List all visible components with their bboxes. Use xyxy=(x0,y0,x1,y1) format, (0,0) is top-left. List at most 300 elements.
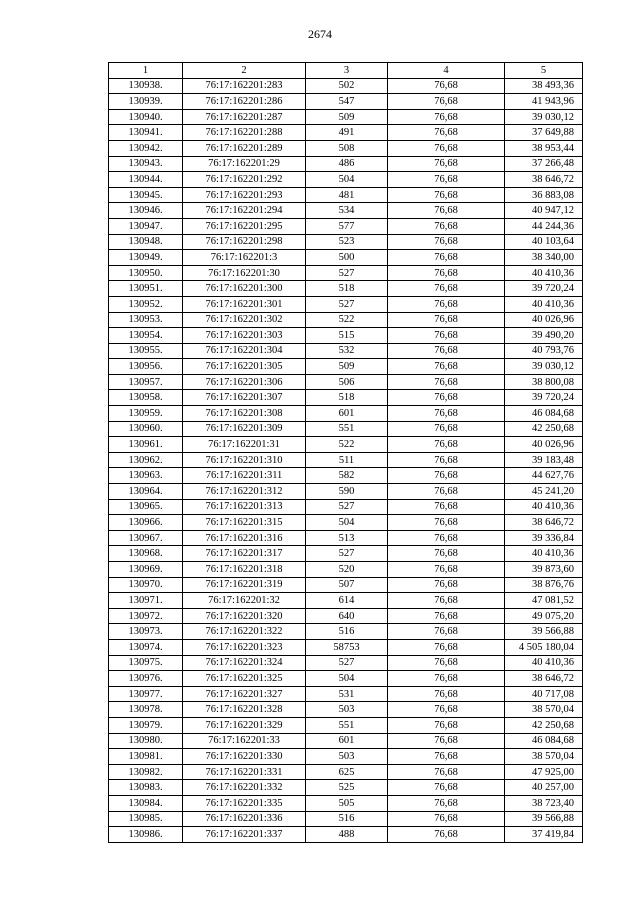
row-number-cell: 130985. xyxy=(109,811,183,827)
value-cell: 45 241,20 xyxy=(505,484,583,500)
cadastral-number-cell: 76:17:162201:309 xyxy=(183,421,306,437)
table-row xyxy=(109,827,583,843)
cadastral-number-cell: 76:17:162201:311 xyxy=(183,468,306,484)
rate-cell: 76,68 xyxy=(388,94,505,110)
area-cell: 551 xyxy=(306,717,388,733)
table-row xyxy=(109,172,583,188)
rate-cell: 76,68 xyxy=(388,780,505,796)
row-number-cell: 130976. xyxy=(109,671,183,687)
row-number-cell: 130973. xyxy=(109,624,183,640)
cadastral-number-cell: 76:17:162201:301 xyxy=(183,296,306,312)
row-number-cell: 130962. xyxy=(109,452,183,468)
area-cell: 491 xyxy=(306,125,388,141)
cadastral-number-cell: 76:17:162201:305 xyxy=(183,359,306,375)
rate-cell: 76,68 xyxy=(388,827,505,843)
cadastral-number-cell: 76:17:162201:316 xyxy=(183,530,306,546)
header-row xyxy=(109,63,583,79)
row-number-cell: 130966. xyxy=(109,515,183,531)
area-cell: 58753 xyxy=(306,639,388,655)
row-number-cell: 130978. xyxy=(109,702,183,718)
cadastral-number-cell: 76:17:162201:312 xyxy=(183,484,306,500)
row-number-cell: 130986. xyxy=(109,827,183,843)
value-cell: 39 183,48 xyxy=(505,452,583,468)
area-cell: 527 xyxy=(306,265,388,281)
cadastral-number-cell: 76:17:162201:323 xyxy=(183,639,306,655)
row-number-cell: 130984. xyxy=(109,795,183,811)
rate-cell: 76,68 xyxy=(388,125,505,141)
value-cell: 40 410,36 xyxy=(505,499,583,515)
cadastral-number-cell: 76:17:162201:288 xyxy=(183,125,306,141)
value-cell: 37 266,48 xyxy=(505,156,583,172)
table-row xyxy=(109,94,583,110)
area-cell: 507 xyxy=(306,577,388,593)
area-cell: 503 xyxy=(306,702,388,718)
row-number-cell: 130970. xyxy=(109,577,183,593)
rate-cell: 76,68 xyxy=(388,686,505,702)
area-cell: 614 xyxy=(306,593,388,609)
row-number-cell: 130939. xyxy=(109,94,183,110)
area-cell: 511 xyxy=(306,452,388,468)
cadastral-number-cell: 76:17:162201:331 xyxy=(183,764,306,780)
table-row xyxy=(109,452,583,468)
rate-cell: 76,68 xyxy=(388,437,505,453)
rate-cell: 76,68 xyxy=(388,250,505,266)
area-cell: 481 xyxy=(306,187,388,203)
value-cell: 42 250,68 xyxy=(505,717,583,733)
rate-cell: 76,68 xyxy=(388,265,505,281)
cadastral-number-cell: 76:17:162201:294 xyxy=(183,203,306,219)
table-row xyxy=(109,577,583,593)
row-number-cell: 130977. xyxy=(109,686,183,702)
table-row xyxy=(109,343,583,359)
row-number-cell: 130940. xyxy=(109,109,183,125)
cadastral-number-cell: 76:17:162201:33 xyxy=(183,733,306,749)
cadastral-number-cell: 76:17:162201:310 xyxy=(183,452,306,468)
rate-cell: 76,68 xyxy=(388,156,505,172)
value-cell: 40 103,64 xyxy=(505,234,583,250)
cadastral-number-cell: 76:17:162201:300 xyxy=(183,281,306,297)
table-row xyxy=(109,686,583,702)
area-cell: 601 xyxy=(306,406,388,422)
cadastral-number-cell: 76:17:162201:324 xyxy=(183,655,306,671)
rate-cell: 76,68 xyxy=(388,203,505,219)
value-cell: 38 953,44 xyxy=(505,140,583,156)
rate-cell: 76,68 xyxy=(388,764,505,780)
area-cell: 504 xyxy=(306,515,388,531)
rate-cell: 76,68 xyxy=(388,608,505,624)
page-number: 2674 xyxy=(308,27,332,41)
row-number-cell: 130945. xyxy=(109,187,183,203)
area-cell: 534 xyxy=(306,203,388,219)
cadastral-number-cell: 76:17:162201:304 xyxy=(183,343,306,359)
rate-cell: 76,68 xyxy=(388,109,505,125)
table-row xyxy=(109,156,583,172)
value-cell: 47 925,00 xyxy=(505,764,583,780)
table-row xyxy=(109,140,583,156)
table-row xyxy=(109,593,583,609)
table-row xyxy=(109,234,583,250)
value-cell: 40 257,00 xyxy=(505,780,583,796)
area-cell: 518 xyxy=(306,281,388,297)
row-number-cell: 130947. xyxy=(109,218,183,234)
column-header: 3 xyxy=(306,63,388,79)
row-number-cell: 130971. xyxy=(109,593,183,609)
area-cell: 500 xyxy=(306,250,388,266)
row-number-cell: 130981. xyxy=(109,749,183,765)
table-row xyxy=(109,499,583,515)
row-number-cell: 130960. xyxy=(109,421,183,437)
cadastral-number-cell: 76:17:162201:307 xyxy=(183,390,306,406)
rate-cell: 76,68 xyxy=(388,671,505,687)
table-row xyxy=(109,421,583,437)
rate-cell: 76,68 xyxy=(388,187,505,203)
value-cell: 40 026,96 xyxy=(505,312,583,328)
table-row xyxy=(109,717,583,733)
table-row xyxy=(109,515,583,531)
area-cell: 590 xyxy=(306,484,388,500)
area-cell: 488 xyxy=(306,827,388,843)
cadastral-number-cell: 76:17:162201:327 xyxy=(183,686,306,702)
area-cell: 486 xyxy=(306,156,388,172)
table-row xyxy=(109,218,583,234)
value-cell: 41 943,96 xyxy=(505,94,583,110)
value-cell: 40 410,36 xyxy=(505,296,583,312)
cadastral-number-cell: 76:17:162201:287 xyxy=(183,109,306,125)
table-row xyxy=(109,374,583,390)
table-body xyxy=(109,78,583,842)
cadastral-number-cell: 76:17:162201:322 xyxy=(183,624,306,640)
cadastral-number-cell: 76:17:162201:302 xyxy=(183,312,306,328)
rate-cell: 76,68 xyxy=(388,639,505,655)
value-cell: 46 084,68 xyxy=(505,406,583,422)
rate-cell: 76,68 xyxy=(388,234,505,250)
rate-cell: 76,68 xyxy=(388,593,505,609)
area-cell: 515 xyxy=(306,328,388,344)
rate-cell: 76,68 xyxy=(388,281,505,297)
rate-cell: 76,68 xyxy=(388,218,505,234)
row-number-cell: 130961. xyxy=(109,437,183,453)
row-number-cell: 130944. xyxy=(109,172,183,188)
value-cell: 47 081,52 xyxy=(505,593,583,609)
table-row xyxy=(109,296,583,312)
value-cell: 38 646,72 xyxy=(505,671,583,687)
cadastral-number-cell: 76:17:162201:319 xyxy=(183,577,306,593)
rate-cell: 76,68 xyxy=(388,655,505,671)
table-row xyxy=(109,811,583,827)
cadastral-number-cell: 76:17:162201:32 xyxy=(183,593,306,609)
area-cell: 525 xyxy=(306,780,388,796)
rate-cell: 76,68 xyxy=(388,811,505,827)
rate-cell: 76,68 xyxy=(388,78,505,94)
value-cell: 40 947,12 xyxy=(505,203,583,219)
rate-cell: 76,68 xyxy=(388,733,505,749)
rate-cell: 76,68 xyxy=(388,717,505,733)
rate-cell: 76,68 xyxy=(388,484,505,500)
value-cell: 36 883,08 xyxy=(505,187,583,203)
rate-cell: 76,68 xyxy=(388,452,505,468)
value-cell: 37 419,84 xyxy=(505,827,583,843)
area-cell: 520 xyxy=(306,562,388,578)
area-cell: 527 xyxy=(306,499,388,515)
value-cell: 40 026,96 xyxy=(505,437,583,453)
row-number-cell: 130974. xyxy=(109,639,183,655)
row-number-cell: 130969. xyxy=(109,562,183,578)
table-row xyxy=(109,733,583,749)
area-cell: 513 xyxy=(306,530,388,546)
row-number-cell: 130972. xyxy=(109,608,183,624)
row-number-cell: 130950. xyxy=(109,265,183,281)
table-row xyxy=(109,203,583,219)
rate-cell: 76,68 xyxy=(388,577,505,593)
rate-cell: 76,68 xyxy=(388,546,505,562)
cadastral-number-cell: 76:17:162201:330 xyxy=(183,749,306,765)
value-cell: 38 876,76 xyxy=(505,577,583,593)
row-number-cell: 130967. xyxy=(109,530,183,546)
value-cell: 38 570,04 xyxy=(505,702,583,718)
table-row xyxy=(109,187,583,203)
rate-cell: 76,68 xyxy=(388,312,505,328)
value-cell: 44 627,76 xyxy=(505,468,583,484)
rate-cell: 76,68 xyxy=(388,499,505,515)
table-row xyxy=(109,78,583,94)
cadastral-number-cell: 76:17:162201:320 xyxy=(183,608,306,624)
area-cell: 506 xyxy=(306,374,388,390)
area-cell: 547 xyxy=(306,94,388,110)
table-row xyxy=(109,250,583,266)
row-number-cell: 130958. xyxy=(109,390,183,406)
value-cell: 39 720,24 xyxy=(505,281,583,297)
area-cell: 601 xyxy=(306,733,388,749)
cadastral-number-cell: 76:17:162201:286 xyxy=(183,94,306,110)
value-cell: 40 410,36 xyxy=(505,655,583,671)
table-row xyxy=(109,749,583,765)
table-row xyxy=(109,265,583,281)
area-cell: 527 xyxy=(306,296,388,312)
cadastral-number-cell: 76:17:162201:335 xyxy=(183,795,306,811)
area-cell: 527 xyxy=(306,655,388,671)
rate-cell: 76,68 xyxy=(388,296,505,312)
table-row xyxy=(109,655,583,671)
cadastral-number-cell: 76:17:162201:332 xyxy=(183,780,306,796)
table-row xyxy=(109,795,583,811)
cadastral-number-cell: 76:17:162201:315 xyxy=(183,515,306,531)
value-cell: 39 873,60 xyxy=(505,562,583,578)
cadastral-number-cell: 76:17:162201:293 xyxy=(183,187,306,203)
row-number-cell: 130959. xyxy=(109,406,183,422)
table-row xyxy=(109,624,583,640)
value-cell: 44 244,36 xyxy=(505,218,583,234)
rate-cell: 76,68 xyxy=(388,468,505,484)
table-row xyxy=(109,437,583,453)
table-row xyxy=(109,328,583,344)
value-cell: 39 566,88 xyxy=(505,811,583,827)
rate-cell: 76,68 xyxy=(388,562,505,578)
row-number-cell: 130955. xyxy=(109,343,183,359)
rate-cell: 76,68 xyxy=(388,390,505,406)
rate-cell: 76,68 xyxy=(388,530,505,546)
area-cell: 505 xyxy=(306,795,388,811)
value-cell: 40 410,36 xyxy=(505,265,583,281)
value-cell: 38 570,04 xyxy=(505,749,583,765)
rate-cell: 76,68 xyxy=(388,515,505,531)
table-row xyxy=(109,359,583,375)
area-cell: 522 xyxy=(306,437,388,453)
value-cell: 40 793,76 xyxy=(505,343,583,359)
row-number-cell: 130938. xyxy=(109,78,183,94)
rate-cell: 76,68 xyxy=(388,624,505,640)
column-header: 1 xyxy=(109,63,183,79)
area-cell: 509 xyxy=(306,359,388,375)
table-row xyxy=(109,702,583,718)
table-row xyxy=(109,671,583,687)
cadastral-number-cell: 76:17:162201:29 xyxy=(183,156,306,172)
cadastral-number-cell: 76:17:162201:306 xyxy=(183,374,306,390)
cadastral-number-cell: 76:17:162201:31 xyxy=(183,437,306,453)
value-cell: 38 723,40 xyxy=(505,795,583,811)
row-number-cell: 130982. xyxy=(109,764,183,780)
table-row xyxy=(109,312,583,328)
row-number-cell: 130952. xyxy=(109,296,183,312)
value-cell: 39 490,20 xyxy=(505,328,583,344)
row-number-cell: 130951. xyxy=(109,281,183,297)
table-row xyxy=(109,608,583,624)
area-cell: 531 xyxy=(306,686,388,702)
area-cell: 516 xyxy=(306,811,388,827)
cadastral-number-cell: 76:17:162201:337 xyxy=(183,827,306,843)
value-cell: 46 084,68 xyxy=(505,733,583,749)
cadastral-number-cell: 76:17:162201:336 xyxy=(183,811,306,827)
cadastral-number-cell: 76:17:162201:303 xyxy=(183,328,306,344)
cadastral-number-cell: 76:17:162201:295 xyxy=(183,218,306,234)
table-row xyxy=(109,546,583,562)
area-cell: 625 xyxy=(306,764,388,780)
area-cell: 527 xyxy=(306,546,388,562)
rate-cell: 76,68 xyxy=(388,421,505,437)
value-cell: 40 717,08 xyxy=(505,686,583,702)
row-number-cell: 130980. xyxy=(109,733,183,749)
table-row xyxy=(109,764,583,780)
value-cell: 42 250,68 xyxy=(505,421,583,437)
column-header: 5 xyxy=(505,63,583,79)
value-cell: 38 646,72 xyxy=(505,515,583,531)
area-cell: 577 xyxy=(306,218,388,234)
table-row xyxy=(109,125,583,141)
area-cell: 518 xyxy=(306,390,388,406)
row-number-cell: 130968. xyxy=(109,546,183,562)
cadastral-number-cell: 76:17:162201:329 xyxy=(183,717,306,733)
value-cell: 38 493,36 xyxy=(505,78,583,94)
rate-cell: 76,68 xyxy=(388,172,505,188)
row-number-cell: 130956. xyxy=(109,359,183,375)
value-cell: 39 030,12 xyxy=(505,109,583,125)
row-number-cell: 130963. xyxy=(109,468,183,484)
area-cell: 509 xyxy=(306,109,388,125)
cadastral-number-cell: 76:17:162201:298 xyxy=(183,234,306,250)
value-cell: 38 340,00 xyxy=(505,250,583,266)
table-row xyxy=(109,109,583,125)
area-cell: 516 xyxy=(306,624,388,640)
cadastral-number-cell: 76:17:162201:318 xyxy=(183,562,306,578)
row-number-cell: 130954. xyxy=(109,328,183,344)
row-number-cell: 130943. xyxy=(109,156,183,172)
table-row xyxy=(109,780,583,796)
row-number-cell: 130964. xyxy=(109,484,183,500)
column-header: 4 xyxy=(388,63,505,79)
rate-cell: 76,68 xyxy=(388,795,505,811)
cadastral-number-cell: 76:17:162201:3 xyxy=(183,250,306,266)
value-cell: 39 566,88 xyxy=(505,624,583,640)
cadastral-number-cell: 76:17:162201:313 xyxy=(183,499,306,515)
row-number-cell: 130948. xyxy=(109,234,183,250)
area-cell: 523 xyxy=(306,234,388,250)
area-cell: 502 xyxy=(306,78,388,94)
area-cell: 503 xyxy=(306,749,388,765)
cadastral-number-cell: 76:17:162201:328 xyxy=(183,702,306,718)
table-row xyxy=(109,484,583,500)
rate-cell: 76,68 xyxy=(388,343,505,359)
value-cell: 40 410,36 xyxy=(505,546,583,562)
table-row xyxy=(109,530,583,546)
area-cell: 582 xyxy=(306,468,388,484)
value-cell: 4 505 180,04 xyxy=(505,639,583,655)
area-cell: 504 xyxy=(306,671,388,687)
rate-cell: 76,68 xyxy=(388,702,505,718)
table-row xyxy=(109,281,583,297)
row-number-cell: 130975. xyxy=(109,655,183,671)
value-cell: 49 075,20 xyxy=(505,608,583,624)
area-cell: 508 xyxy=(306,140,388,156)
table-row xyxy=(109,406,583,422)
row-number-cell: 130953. xyxy=(109,312,183,328)
row-number-cell: 130965. xyxy=(109,499,183,515)
table-row xyxy=(109,562,583,578)
row-number-cell: 130946. xyxy=(109,203,183,219)
cadastral-number-cell: 76:17:162201:289 xyxy=(183,140,306,156)
value-cell: 37 649,88 xyxy=(505,125,583,141)
area-cell: 522 xyxy=(306,312,388,328)
rate-cell: 76,68 xyxy=(388,374,505,390)
cadastral-number-cell: 76:17:162201:30 xyxy=(183,265,306,281)
row-number-cell: 130941. xyxy=(109,125,183,141)
area-cell: 532 xyxy=(306,343,388,359)
cadastral-number-cell: 76:17:162201:325 xyxy=(183,671,306,687)
cadastral-number-cell: 76:17:162201:292 xyxy=(183,172,306,188)
column-header: 2 xyxy=(183,63,306,79)
row-number-cell: 130957. xyxy=(109,374,183,390)
row-number-cell: 130983. xyxy=(109,780,183,796)
area-cell: 504 xyxy=(306,172,388,188)
area-cell: 551 xyxy=(306,421,388,437)
rate-cell: 76,68 xyxy=(388,359,505,375)
table-row xyxy=(109,390,583,406)
cadastral-number-cell: 76:17:162201:317 xyxy=(183,546,306,562)
rate-cell: 76,68 xyxy=(388,406,505,422)
rate-cell: 76,68 xyxy=(388,140,505,156)
value-cell: 39 030,12 xyxy=(505,359,583,375)
value-cell: 38 646,72 xyxy=(505,172,583,188)
value-cell: 39 336,84 xyxy=(505,530,583,546)
value-cell: 38 800,08 xyxy=(505,374,583,390)
row-number-cell: 130949. xyxy=(109,250,183,266)
row-number-cell: 130942. xyxy=(109,140,183,156)
table-row xyxy=(109,639,583,655)
cadastral-number-cell: 76:17:162201:283 xyxy=(183,78,306,94)
cadastral-number-cell: 76:17:162201:308 xyxy=(183,406,306,422)
rate-cell: 76,68 xyxy=(388,328,505,344)
data-table xyxy=(108,62,583,843)
area-cell: 640 xyxy=(306,608,388,624)
rate-cell: 76,68 xyxy=(388,749,505,765)
